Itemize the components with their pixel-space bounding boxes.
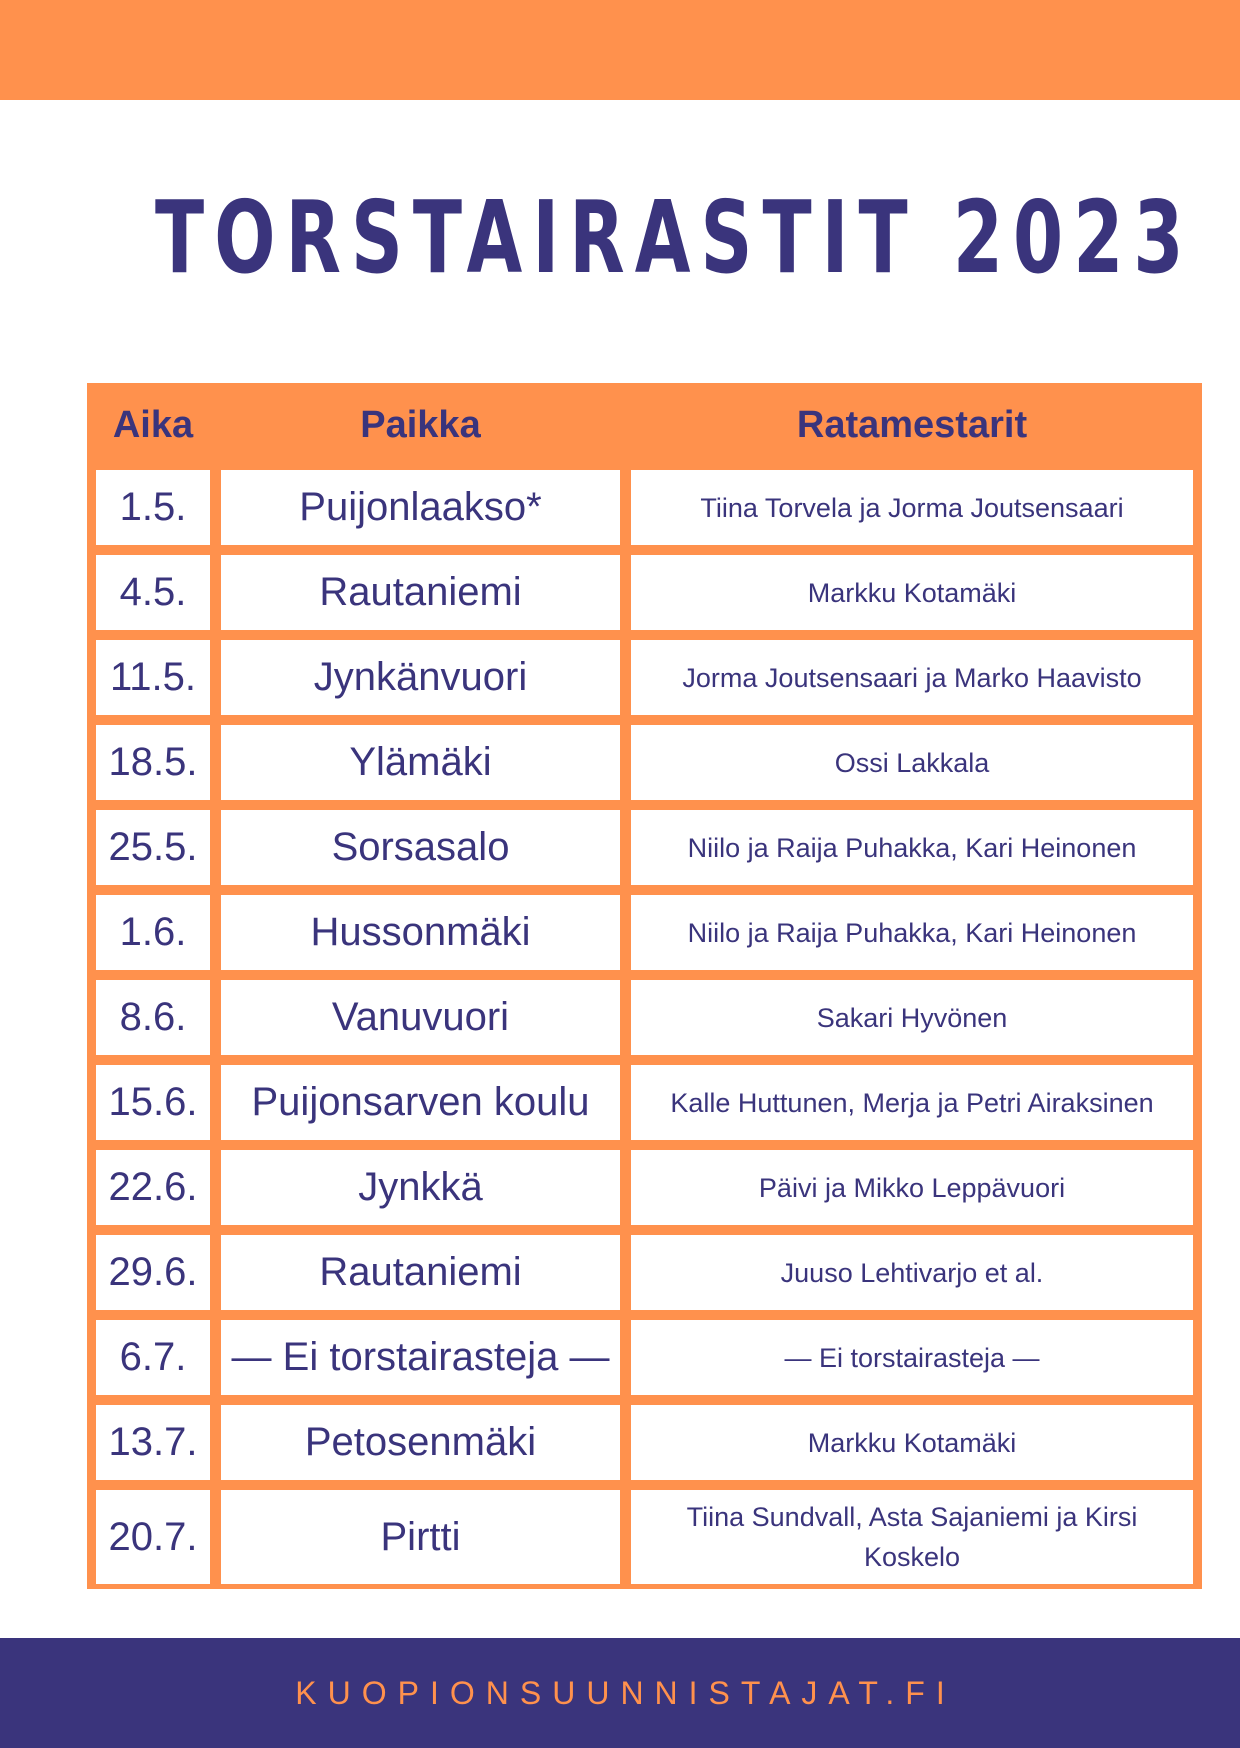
place-cell: Puijonsarven koulu bbox=[221, 1065, 620, 1140]
place-cell: Hussonmäki bbox=[221, 895, 620, 970]
table-row bbox=[87, 1320, 1202, 1395]
table-row bbox=[87, 725, 1202, 800]
place-cell: Jynkänvuori bbox=[221, 640, 620, 715]
table-row bbox=[87, 555, 1202, 630]
place-cell: Sorsasalo bbox=[221, 810, 620, 885]
footer-bar bbox=[0, 1638, 1240, 1748]
organizers-cell: Tiina Sundvall, Asta Sajaniemi ja Kirsi Koskelo bbox=[631, 1490, 1193, 1584]
organizers-cell: — Ei torstairasteja — bbox=[631, 1320, 1193, 1395]
page-title: TORSTAIRASTIT 2023 bbox=[155, 179, 1194, 296]
date-cell: 22.6. bbox=[96, 1150, 210, 1225]
date-cell: 15.6. bbox=[96, 1065, 210, 1140]
place-cell: Ylämäki bbox=[221, 725, 620, 800]
organizers-cell: Jorma Joutsensaari ja Marko Haavisto bbox=[631, 640, 1193, 715]
table-row bbox=[87, 980, 1202, 1055]
place-cell: Petosenmäki bbox=[221, 1405, 620, 1480]
website-link[interactable]: KUOPIONSUUNNISTAJAT.FI bbox=[295, 1674, 956, 1711]
header-place: Paikka bbox=[360, 404, 481, 446]
table-row bbox=[87, 810, 1202, 885]
organizers-cell: Tiina Torvela ja Jorma Joutsensaari bbox=[631, 470, 1193, 545]
header-date: Aika bbox=[112, 404, 194, 446]
top-accent-bar bbox=[0, 0, 1240, 100]
date-cell: 1.6. bbox=[96, 895, 210, 970]
organizers-cell: Kalle Huttunen, Merja ja Petri Airaksinen bbox=[631, 1065, 1193, 1140]
place-cell: Rautaniemi bbox=[221, 555, 620, 630]
organizers-cell: Sakari Hyvönen bbox=[631, 980, 1193, 1055]
date-cell: 13.7. bbox=[96, 1405, 210, 1480]
table-row bbox=[87, 1405, 1202, 1480]
table-row bbox=[87, 895, 1202, 970]
table-row bbox=[87, 1065, 1202, 1140]
table-row bbox=[87, 470, 1202, 545]
table-row bbox=[87, 1150, 1202, 1225]
date-cell: 6.7. bbox=[96, 1320, 210, 1395]
date-cell: 25.5. bbox=[96, 810, 210, 885]
date-cell: 4.5. bbox=[96, 555, 210, 630]
place-cell: Jynkkä bbox=[221, 1150, 620, 1225]
date-cell: 29.6. bbox=[96, 1235, 210, 1310]
table-header bbox=[87, 383, 1202, 468]
header-organizers: Ratamestarit bbox=[796, 404, 1028, 446]
table-row bbox=[87, 640, 1202, 715]
table-row bbox=[87, 1235, 1202, 1310]
date-cell: 18.5. bbox=[96, 725, 210, 800]
date-cell: 20.7. bbox=[96, 1490, 210, 1584]
organizers-cell: Päivi ja Mikko Leppävuori bbox=[631, 1150, 1193, 1225]
place-cell: Pirtti bbox=[221, 1490, 620, 1584]
date-cell: 8.6. bbox=[96, 980, 210, 1055]
organizers-cell: Ossi Lakkala bbox=[631, 725, 1193, 800]
date-cell: 11.5. bbox=[96, 640, 210, 715]
organizers-cell: Markku Kotamäki bbox=[631, 555, 1193, 630]
organizers-cell: Niilo ja Raija Puhakka, Kari Heinonen bbox=[631, 810, 1193, 885]
place-cell: — Ei torstairasteja — bbox=[221, 1320, 620, 1395]
organizers-cell: Juuso Lehtivarjo et al. bbox=[631, 1235, 1193, 1310]
place-cell: Vanuvuori bbox=[221, 980, 620, 1055]
schedule-table bbox=[87, 383, 1202, 1589]
table-row bbox=[87, 1490, 1202, 1584]
place-cell: Puijonlaakso* bbox=[221, 470, 620, 545]
place-cell: Rautaniemi bbox=[221, 1235, 620, 1310]
date-cell: 1.5. bbox=[96, 470, 210, 545]
organizers-cell: Markku Kotamäki bbox=[631, 1405, 1193, 1480]
organizers-cell: Niilo ja Raija Puhakka, Kari Heinonen bbox=[631, 895, 1193, 970]
